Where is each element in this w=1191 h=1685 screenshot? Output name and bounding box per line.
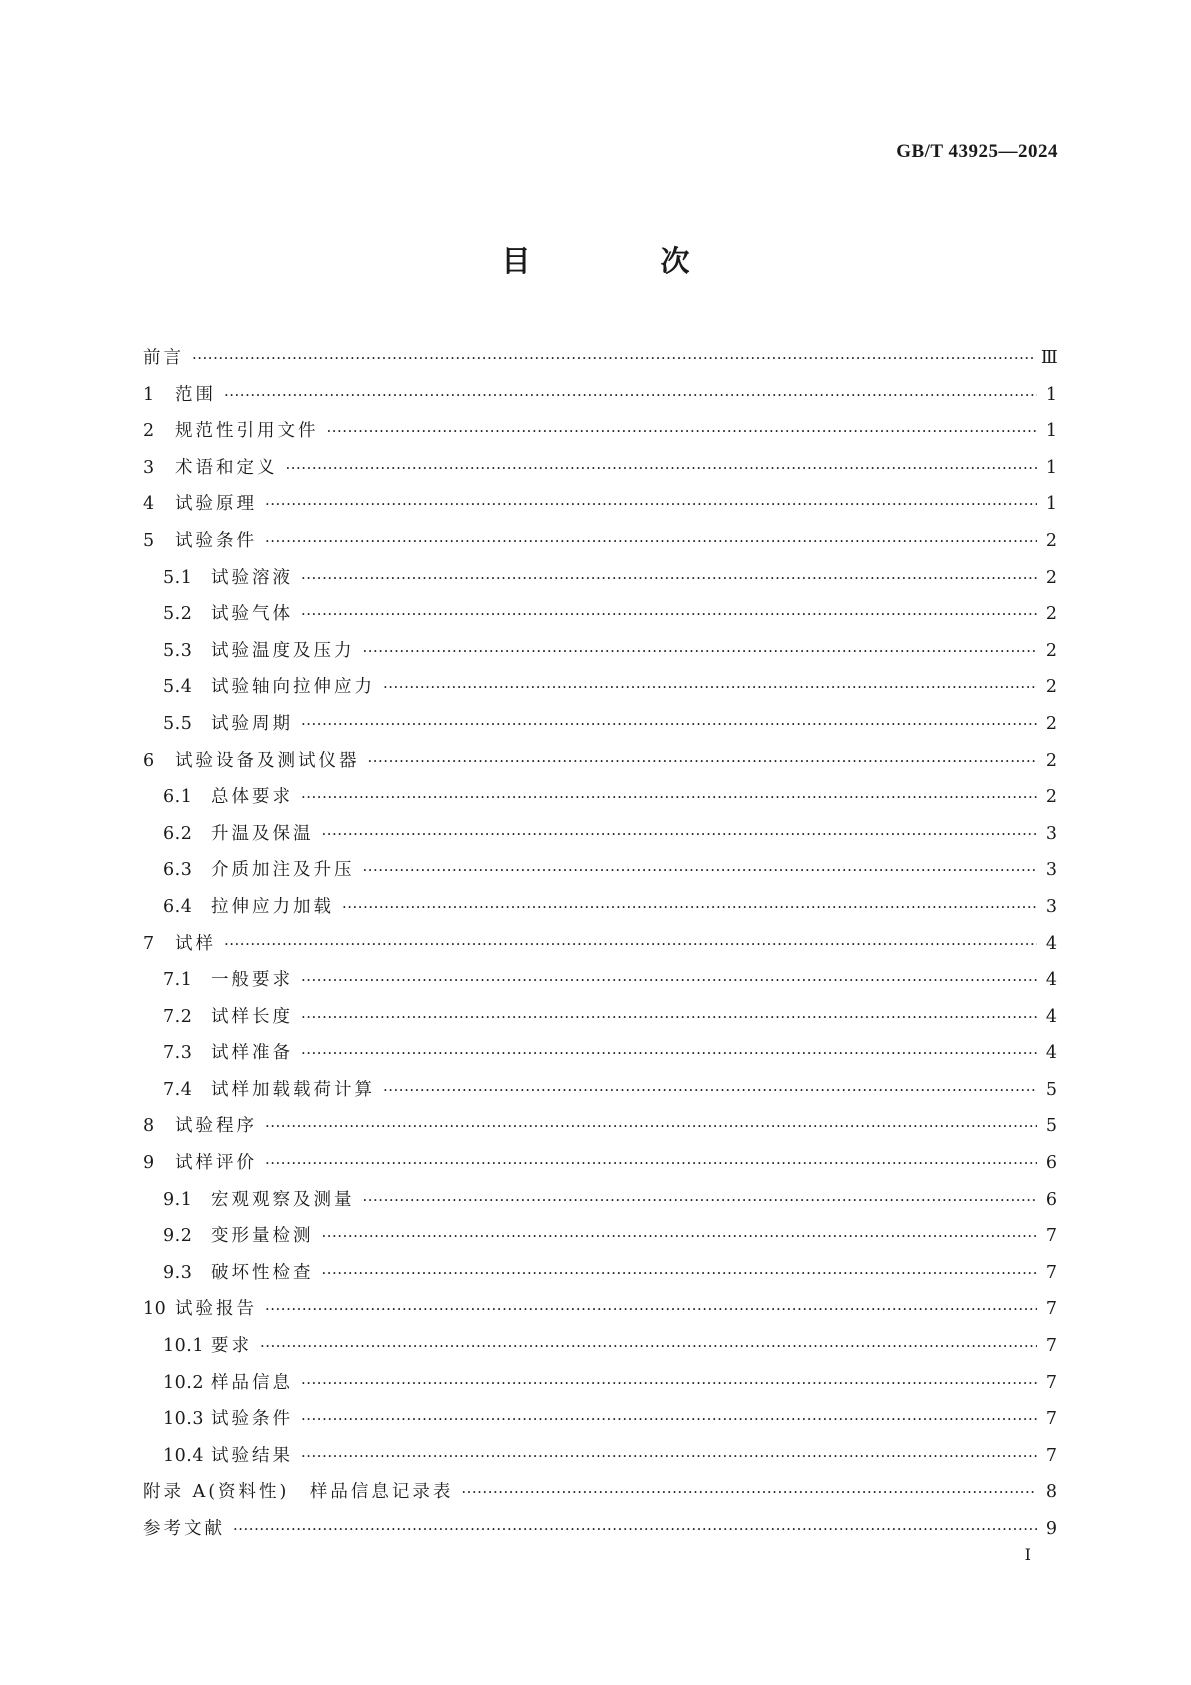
toc-entry-number: 5.5 [163,713,193,734]
toc-entry-page: 2 [1045,567,1057,588]
toc-entry[interactable] [143,1474,1057,1511]
toc-entry-page: 1 [1045,421,1057,442]
toc-entry-page: 5 [1045,1079,1057,1100]
toc-entry[interactable] [143,1291,1057,1328]
toc-entry[interactable] [143,852,1057,889]
toc-entry-title: 试样准备 [211,1043,293,1064]
toc-entry-page: 1 [1045,457,1057,478]
toc-entry-page: 7 [1045,1445,1057,1466]
toc-entry[interactable] [143,816,1057,853]
toc-entry-number: 5.1 [163,567,193,588]
toc-entry-number: 9.3 [163,1262,193,1283]
toc-entry-page: 5 [1045,1116,1057,1137]
toc-entry-title: 一般要求 [211,970,293,991]
toc-entry[interactable] [143,779,1057,816]
toc-entry-title: 规范性引用文件 [175,421,319,442]
toc-entry-title: 总体要求 [211,787,293,808]
toc-entry-page: 4 [1045,1043,1057,1064]
toc-dot-leader [363,633,1038,670]
toc-entry-number: 6.3 [163,860,193,881]
toc-dot-leader [265,523,1037,560]
toc-entry-number: 8 [143,1116,155,1137]
toc-entry-number: 2 [143,421,155,442]
toc-entry[interactable] [143,1511,1057,1548]
toc-entry-number: 9.2 [163,1226,193,1247]
toc-entry[interactable] [143,340,1057,377]
page-number: I [1024,1545,1031,1564]
toc-dot-leader [301,1401,1037,1438]
toc-entry[interactable] [143,633,1057,670]
toc-entry-page: 2 [1045,787,1057,808]
toc-entry-page: 2 [1045,604,1057,625]
toc-entry-page: 7 [1045,1409,1057,1430]
toc-entry-title: 升温及保温 [211,823,314,844]
toc-entry-title: 试验结果 [211,1445,293,1466]
toc-entry-page: 2 [1045,750,1057,771]
toc-entry[interactable] [143,1108,1057,1145]
toc-entry-number: 10.2 [163,1372,204,1393]
toc-entry-title: 介质加注及升压 [211,860,355,881]
toc-dot-leader [383,669,1037,706]
toc-entry[interactable] [143,706,1057,743]
toc-entry-number: 5.3 [163,640,193,661]
toc-entry[interactable] [143,1401,1057,1438]
toc-entry[interactable] [143,377,1057,414]
toc-entry-title: 附录 A(资料性) 样品信息记录表 [143,1482,454,1503]
toc-entry-title: 试验设备及测试仪器 [175,750,360,771]
toc-entry-page: 9 [1045,1519,1057,1539]
toc-entry-number: 7.3 [163,1043,193,1064]
toc-entry-page: 2 [1045,713,1057,734]
toc-entry-page: 2 [1045,640,1057,661]
toc-entry-number: 3 [143,457,155,478]
toc-dot-leader [322,1255,1038,1292]
toc-entry-page: 1 [1045,494,1057,515]
toc-entry-page: 4 [1045,970,1057,991]
toc-entry-number: 6.2 [163,823,193,844]
toc-dot-leader [224,926,1037,963]
toc-dot-leader [301,999,1037,1036]
toc-entry-title: 试验原理 [175,494,257,515]
toc-entry[interactable] [143,413,1057,450]
toc-entry-title: 试验程序 [175,1116,257,1137]
toc-entry-number: 6.1 [163,787,193,808]
toc-entry-page: 4 [1045,1006,1057,1027]
toc-entry-title: 试验条件 [175,530,257,551]
toc-entry-page: 2 [1045,677,1057,698]
toc-entry-number: 5.2 [163,604,193,625]
toc-dot-leader [327,413,1038,450]
toc-dot-leader [301,962,1037,999]
toc-entry-number: 6.4 [163,896,193,917]
toc-entry[interactable] [143,1182,1057,1219]
toc-dot-leader [363,1182,1038,1219]
toc-entry-title: 试验温度及压力 [211,640,355,661]
toc-entry[interactable] [143,450,1057,487]
toc-entry[interactable] [143,1255,1057,1292]
toc-dot-leader [286,450,1038,487]
toc-entry[interactable] [143,486,1057,523]
toc-entry-title: 试验周期 [211,713,293,734]
toc-entry-page: 8 [1045,1482,1057,1503]
toc-entry-title: 试验报告 [175,1299,257,1320]
toc-dot-leader [265,1291,1037,1328]
toc-entry-title: 参考文献 [143,1519,225,1539]
toc-entry[interactable] [143,1035,1057,1072]
toc-entry-number: 10 [143,1299,167,1320]
toc-entry[interactable] [143,523,1057,560]
toc-entry-title: 试样长度 [211,1006,293,1027]
toc-entry-page: 7 [1045,1336,1057,1357]
toc-entry-title: 试验气体 [211,604,293,625]
toc-dot-leader [265,1108,1037,1145]
toc-dot-leader [363,852,1038,889]
toc-entry-number: 6 [143,750,155,771]
toc-entry-title: 试验条件 [211,1409,293,1430]
toc-entry-page: 3 [1045,860,1057,881]
toc-dot-leader [368,743,1038,780]
toc-entry-number: 10.4 [163,1445,204,1466]
toc-entry-page: 6 [1045,1153,1057,1174]
toc-entry-title: 拉伸应力加载 [211,896,334,917]
toc-entry[interactable] [143,1145,1057,1182]
toc-entry-number: 7 [143,933,155,954]
toc-dot-leader [301,596,1037,633]
toc-entry-title: 宏观观察及测量 [211,1189,355,1210]
toc-entry-number: 4 [143,494,155,515]
toc-entry[interactable] [143,596,1057,633]
toc-entry-page: 1 [1045,384,1057,405]
toc-dot-leader [224,377,1037,414]
toc-entry-title: 试验轴向拉伸应力 [211,677,375,698]
toc-entry-page: 7 [1045,1226,1057,1247]
toc-dot-leader [301,1365,1037,1402]
toc-entry[interactable] [143,1365,1057,1402]
toc-entry[interactable] [143,560,1057,597]
toc-entry[interactable] [143,1328,1057,1365]
toc-entry-number: 5.4 [163,677,193,698]
toc-entry-title: 破坏性检查 [211,1262,314,1283]
toc-dot-leader [301,1035,1037,1072]
toc-entry-page: 6 [1045,1189,1057,1210]
toc-entry-title: 范围 [175,384,216,405]
toc-dot-leader [301,560,1037,597]
toc-dot-leader [322,816,1038,853]
toc-entry-title: 试样 [175,933,216,954]
toc-entry-page: 3 [1045,896,1057,917]
toc-dot-leader [301,779,1037,816]
toc-dot-leader [260,1328,1037,1365]
toc-entry[interactable] [143,889,1057,926]
toc-entry[interactable] [143,1072,1057,1109]
toc-entry-number: 9 [143,1153,155,1174]
toc-entry-number: 7.1 [163,970,193,991]
toc-dot-leader [383,1072,1037,1109]
toc-entry[interactable] [143,926,1057,963]
toc-dot-leader [265,1145,1037,1182]
toc-dot-leader [265,486,1037,523]
toc-entry-page: 7 [1045,1299,1057,1320]
toc-entry-title: 样品信息 [211,1372,293,1393]
toc-entry-title: 试样评价 [175,1153,257,1174]
table-of-contents [143,340,1057,1548]
toc-entry-page: 2 [1045,530,1057,551]
toc-entry-page: 7 [1045,1262,1057,1283]
toc-entry-title: 术语和定义 [175,457,278,478]
toc-entry-title: 前言 [143,348,184,368]
toc-entry-page: Ⅲ [1040,348,1058,368]
toc-entry-page: 4 [1045,933,1057,954]
toc-entry-number: 10.1 [163,1336,204,1357]
standard-code: GB/T 43925—2024 [896,141,1058,162]
toc-dot-leader [192,340,1035,377]
toc-entry[interactable] [143,999,1057,1036]
toc-entry-page: 7 [1045,1372,1057,1393]
toc-entry-number: 10.3 [163,1409,204,1430]
toc-dot-leader [301,706,1037,743]
toc-entry-title: 要求 [211,1336,252,1357]
toc-entry-number: 7.4 [163,1079,193,1100]
toc-dot-leader [322,1218,1038,1255]
toc-entry[interactable] [143,1438,1057,1475]
toc-dot-leader [342,889,1037,926]
toc-entry-title: 试样加载载荷计算 [211,1079,375,1100]
toc-entry[interactable] [143,669,1057,706]
toc-dot-leader [461,1474,1037,1511]
toc-entry-number: 5 [143,530,155,551]
page-title: 目 次 [501,244,750,278]
toc-dot-leader [233,1511,1037,1548]
toc-entry[interactable] [143,743,1057,780]
toc-entry-title: 变形量检测 [211,1226,314,1247]
toc-entry-number: 7.2 [163,1006,193,1027]
toc-dot-leader [301,1438,1037,1475]
toc-entry-number: 9.1 [163,1189,193,1210]
toc-entry-number: 1 [143,384,155,405]
toc-entry[interactable] [143,962,1057,999]
toc-entry-page: 3 [1045,823,1057,844]
toc-entry-title: 试验溶液 [211,567,293,588]
toc-entry[interactable] [143,1218,1057,1255]
